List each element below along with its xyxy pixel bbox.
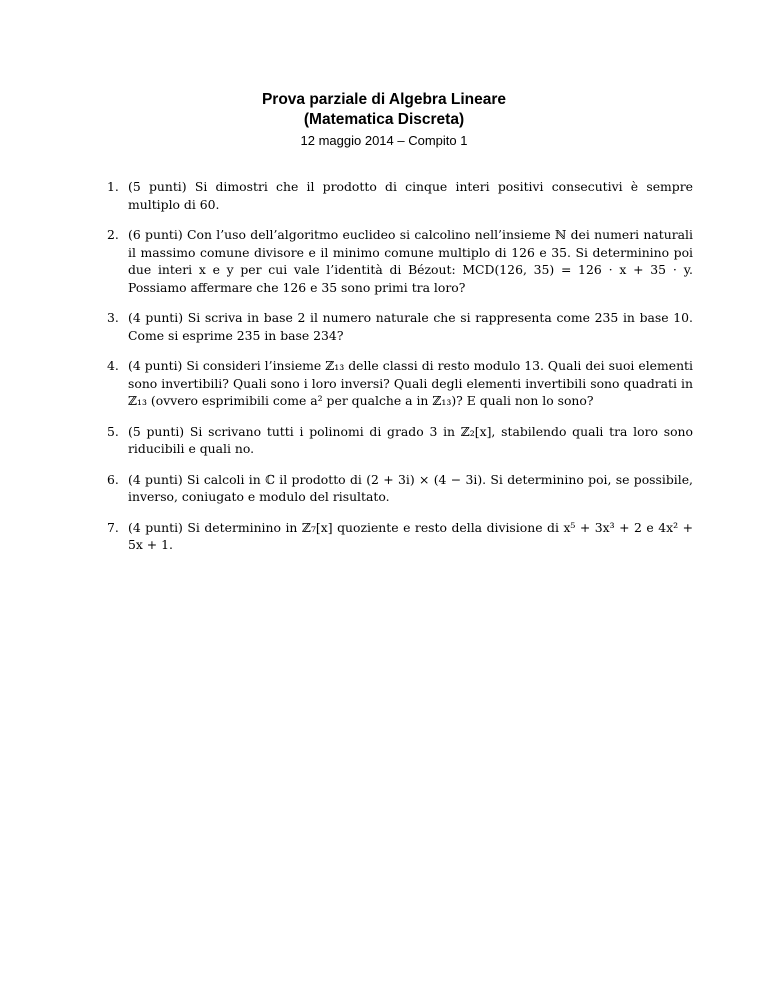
question-item: [107, 226, 693, 296]
question-number: 4.: [107, 358, 119, 373]
question-text: (4 punti) Si consideri l’insieme ℤ₁₃ delle classi di resto modulo 13. Quali dei suoi elementi sono invertibili? Quali sono i loro inversi? Quali degli elementi invertibili sono quadrati in ℤ₁₃ (ovvero esprimibili come a² per qualche a in ℤ₁₃)? E quali non lo sono?: [128, 358, 693, 408]
question-item: [107, 178, 693, 213]
question-item: [107, 357, 693, 410]
question-item: [107, 519, 693, 554]
question-number: 5.: [107, 423, 119, 439]
question-number: 2.: [107, 227, 119, 242]
question-text: (6 punti) Con l’uso dell’algoritmo euclideo si calcolino nell’insieme ℕ dei numeri naturali il massimo comune divisore e il minimo comune multiplo di 126 e 35. Si determinino poi due interi x e y per cui vale l’identità di Bézout: MCD(126, 35) = 126 ⋅ x + 35 ⋅ y. Possiamo affermare che 126 e 35 sono primi tra loro?: [128, 227, 693, 295]
question-list: [107, 178, 693, 567]
question-number: 1.: [107, 179, 119, 194]
question-text: (4 punti) Si calcoli in ℂ il prodotto di (2 + 3i) × (4 − 3i). Si determinino poi, se possibile, inverso, coniugato e modulo del risultato.: [128, 471, 693, 504]
exam-date-subtitle: 12 maggio 2014 – Compito 1: [300, 133, 468, 148]
exam-header: [0, 90, 768, 150]
exam-title-line-1: Prova parziale di Algebra Lineare: [261, 91, 507, 108]
question-number: 3.: [107, 310, 119, 325]
question-text: (4 punti) Si determinino in ℤ₇[x] quoziente e resto della divisione di x⁵ + 3x³ + 2 e 4x² + 5x + 1.: [128, 519, 693, 552]
question-text: (5 punti) Si scrivano tutti i polinomi di grado 3 in ℤ₂[x], stabilendo quali tra loro sono riducibili e quali no.: [128, 423, 693, 456]
question-text: (4 punti) Si scriva in base 2 il numero naturale che si rappresenta come 235 in base 10. Come si esprime 235 in base 234?: [128, 310, 693, 343]
question-text: (5 punti) Si dimostri che il prodotto di cinque interi positivi consecutivi è sempre multiplo di 60.: [128, 179, 693, 212]
question-item: [107, 471, 693, 506]
question-number: 7.: [107, 519, 119, 535]
question-item: [107, 423, 693, 458]
question-number: 6.: [107, 471, 119, 487]
question-item: [107, 309, 693, 344]
exam-title-line-2: (Matematica Discreta): [303, 111, 465, 128]
